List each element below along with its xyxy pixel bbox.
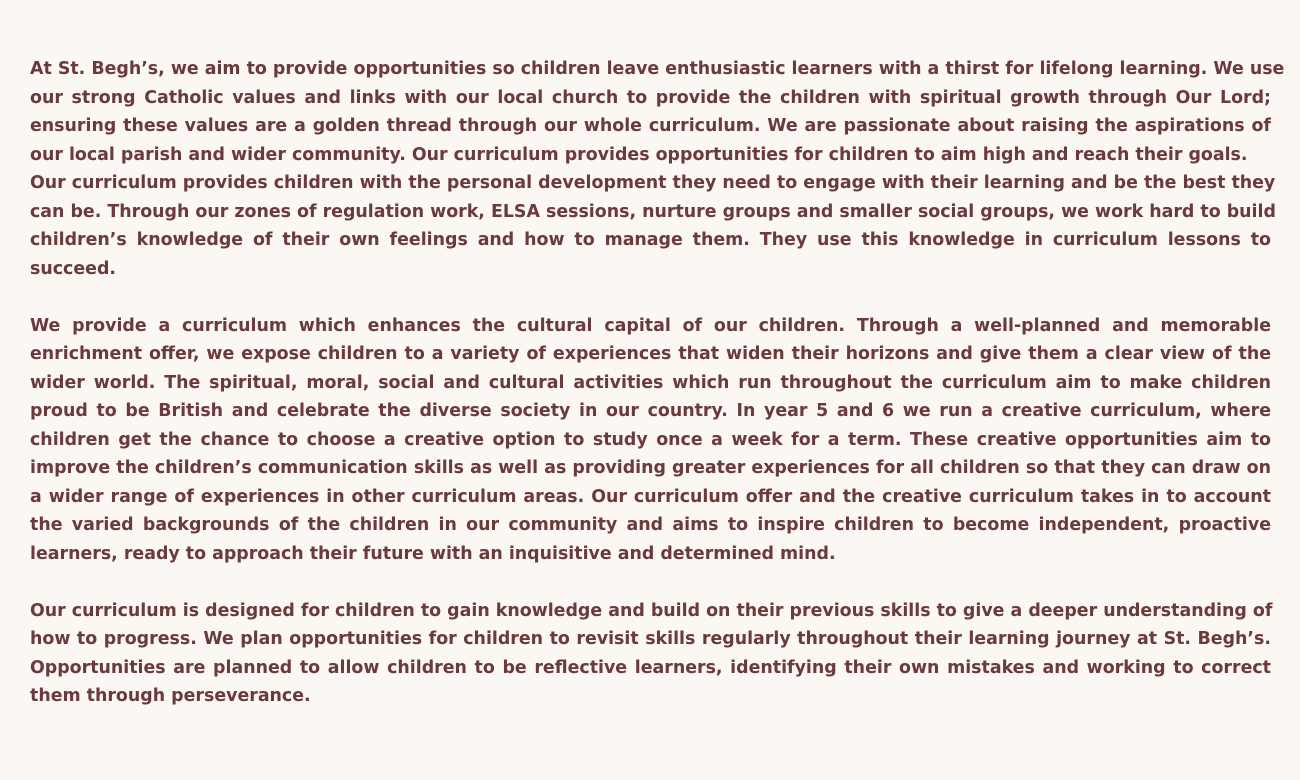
paragraph-line: children get the chance to choose a creative option to study once a week for a term. These creative opportunities aim to [30,429,1271,450]
paragraph-cultural-capital [30,312,1271,569]
paragraph-line: the varied backgrounds of the children in our community and aims to inspire children to become independent, proactive [30,515,1271,535]
paragraph-line: We provide a curriculum which enhances the cultural capital of our children. Through a well-planned and memorable [30,315,1271,336]
paragraph-intent [30,55,1285,283]
paragraph-line: enrichment offer, we expose children to a variety of experiences that widen their horizons and give them a clear view of the [30,344,1271,364]
paragraph-line: Opportunities are planned to allow children to be reflective learners, identifying their own mistakes and working to correct [30,657,1271,678]
paragraph-line: can be. Through our zones of regulation work, ELSA sessions, nurture groups and smaller social groups, we work hard to build [30,201,1276,222]
paragraph-line: a wider range of experiences in other curriculum areas. Our curriculum offer and the creative curriculum takes in to account [30,486,1271,507]
curriculum-statement [30,55,1285,739]
paragraph-line: Our curriculum is designed for children to gain knowledge and build on their previous skills to give a deeper understanding of [30,600,1273,621]
paragraph-line: wider world. The spiritual, moral, social and cultural activities which run throughout the curriculum aim to make children [30,372,1271,393]
paragraph-line: our strong Catholic values and links with our local church to provide the children with spiritual growth through Our Lord; [30,87,1271,108]
paragraph-line: proud to be British and celebrate the diverse society in our country. In year 5 and 6 we run a creative curriculum, where [30,401,1271,421]
paragraph-line: improve the children’s communication skills as well as providing greater experiences for all children so that they can draw on [30,458,1271,478]
paragraph-line: At St. Begh’s, we aim to provide opportunities so children leave enthusiastic learners with a thirst for lifelong learning. We use [30,59,1285,79]
paragraph-line: learners, ready to approach their future with an inquisitive and determined mind. [30,543,836,564]
paragraph-line: children’s knowledge of their own feelings and how to manage them. They use this knowledge in curriculum lessons to [30,230,1271,250]
paragraph-line: Our curriculum provides children with the personal development they need to engage with their learning and be the best they [30,173,1276,193]
paragraph-line: how to progress. We plan opportunities for children to revisit skills regularly throughout their learning journey at St. Begh’s. [30,629,1271,649]
paragraph-line: them through perseverance. [30,686,311,706]
paragraph-line: succeed. [30,258,116,279]
paragraph-line: ensuring these values are a golden thread through our whole curriculum. We are passionate about raising the aspirations of [30,116,1271,136]
paragraph-line: our local parish and wider community. Our curriculum provides opportunities for children to aim high and reach their goals. [30,144,1248,165]
paragraph-progression [30,597,1271,711]
